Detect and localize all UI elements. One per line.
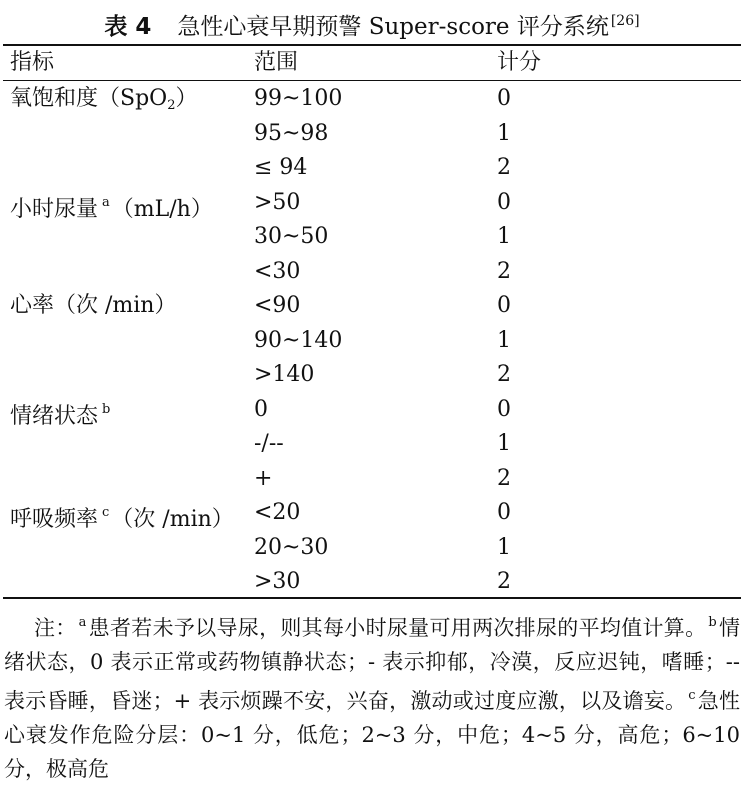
score-cell: 2: [497, 155, 511, 180]
table-row: [0, 220, 744, 255]
score-cell: 0: [497, 500, 511, 525]
table-body: [0, 82, 744, 600]
range-cell: -/--: [254, 431, 284, 456]
range-cell: 90~140: [254, 327, 343, 353]
note-marker-b: b: [708, 615, 717, 630]
range-cell: 30~50: [254, 224, 329, 249]
score-cell: 2: [497, 362, 511, 387]
reference-marker: [26]: [610, 13, 640, 29]
header-score: 计分: [497, 50, 542, 75]
score-cell: 0: [497, 396, 511, 422]
table-row: [0, 462, 744, 497]
range-cell: <20: [254, 500, 301, 525]
note-text-c: 急性心衰发作危险分层：0~1 分，低危；2~3 分，中危；4~5 分，高危；6~10 分，极高危: [4, 689, 740, 781]
note-marker-a: a: [78, 615, 87, 630]
table-row: [0, 324, 744, 359]
score-cell: 0: [497, 86, 511, 111]
range-cell: ≤ 94: [254, 155, 308, 180]
table-row: [0, 531, 744, 566]
score-cell: 0: [497, 189, 511, 215]
score-cell: 1: [497, 534, 511, 560]
table-title: 急性心衰早期预警 Super-score 评分系统: [177, 14, 609, 40]
score-cell: 1: [497, 327, 511, 353]
table-row: [0, 496, 744, 531]
range-cell: +: [254, 465, 273, 491]
table-row: [0, 393, 744, 428]
score-cell: 2: [497, 465, 511, 491]
range-cell: <30: [254, 258, 301, 284]
range-cell: <90: [254, 293, 301, 318]
table-row: [0, 289, 744, 324]
note-marker-c: c: [688, 688, 696, 703]
score-cell: 1: [497, 224, 511, 249]
note-prefix: 注：: [34, 616, 77, 640]
range-cell: 0: [254, 396, 268, 422]
range-cell: >140: [254, 362, 315, 387]
indicator-spo2: 氧饱和度（SpO$_2$）: [10, 86, 198, 113]
indicator-urine-output: 小时尿量 $^a$（mL/h）: [10, 194, 213, 222]
score-cell: 2: [497, 569, 511, 594]
table-row: [0, 255, 744, 290]
score-cell: 1: [497, 431, 511, 456]
table-row: [0, 151, 744, 186]
range-cell: >30: [254, 569, 301, 594]
range-cell: >50: [254, 189, 301, 215]
table-header-rule: [3, 80, 741, 81]
score-cell: 1: [497, 120, 511, 146]
table-footnote: [4, 606, 740, 786]
score-cell: 2: [497, 258, 511, 284]
header-indicator: 指标: [10, 50, 55, 75]
table-row: [0, 82, 744, 117]
table-row: [0, 565, 744, 600]
indicator-respiratory-rate: 呼吸频率 $^c$（次 /min）: [10, 505, 234, 532]
table-row: [0, 117, 744, 152]
score-cell: 0: [497, 293, 511, 318]
range-cell: 99~100: [254, 86, 343, 111]
note-text-b: 情绪状态，0 表示正常或药物镇静状态；- 表示抑郁，冷漠，反应迟钝，嗜睡；-- 表示昏睡，昏迷；+ 表示烦躁不安，兴奋，激动或过度应激，以及谵妄。: [4, 616, 741, 713]
range-cell: 20~30: [254, 534, 329, 560]
table-row: [0, 427, 744, 462]
table-bottom-rule: [3, 597, 741, 599]
table-header-row: [0, 46, 744, 80]
range-cell: 95~98: [254, 120, 329, 146]
indicator-heart-rate: 心率（次 /min）: [10, 293, 177, 318]
table-caption: [0, 4, 744, 38]
table-number: 表 4: [104, 14, 152, 40]
note-text-a: 患者若未予以导尿，则其每小时尿量可用两次排尿的平均值计算。: [88, 616, 707, 640]
indicator-mental-state: 情绪状态 $^b$: [10, 401, 111, 429]
table-row: [0, 186, 744, 221]
header-range: 范围: [254, 50, 299, 75]
table-row: [0, 358, 744, 393]
